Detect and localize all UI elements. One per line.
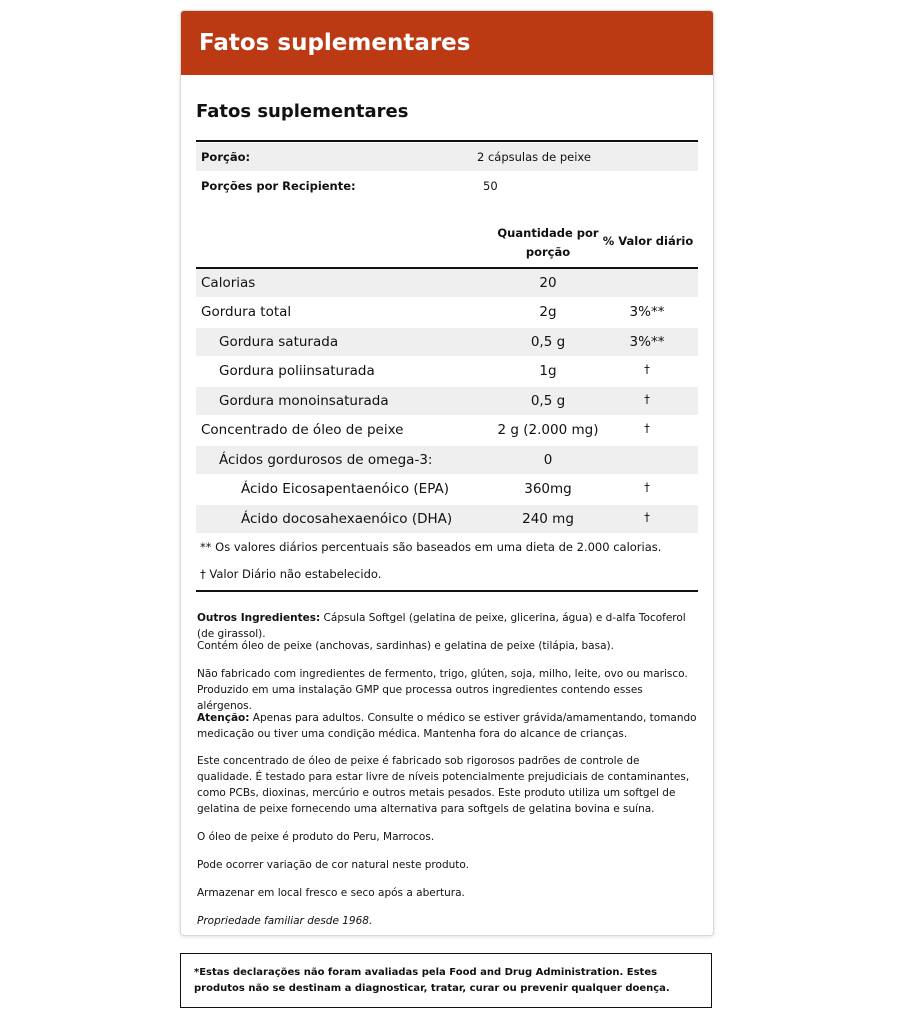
nutrient-dv: † — [644, 510, 650, 524]
nutrient-name: Gordura saturada — [219, 334, 339, 350]
footnote-dv: ** Os valores diários percentuais são baseados em uma dieta de 2.000 calorias. — [200, 540, 662, 554]
nutrient-dv: † — [644, 362, 650, 376]
serving-label: Porção: — [201, 150, 251, 164]
nutrient-dv: 3%** — [629, 304, 665, 320]
nutrient-dv: 3%** — [629, 334, 665, 350]
other-ingredients-label: Outros Ingredientes: — [197, 612, 321, 624]
nutrient-row — [196, 269, 698, 297]
banner-title: Fatos suplementares — [181, 11, 713, 75]
quality-text: Este concentrado de óleo de peixe é fabricado sob rigorosos padrões de controle de qualidade. É testado para estar livre de níveis potencialmente prejudiciais de contaminantes, como PCBs, dioxinas, mercúrio e outros metais pesados. Este produto utiliza um softgel de gelatina de peixe fornecendo uma alternativa para softgels de gelatina bovina e suína. — [197, 755, 690, 815]
contains-text: Contém óleo de peixe (anchovas, sardinhas) e gelatina de peixe (tilápia, basa). — [197, 640, 614, 652]
nutrient-name: Ácido docosahexaenóico (DHA) — [241, 511, 453, 527]
servings-per-row — [196, 172, 698, 200]
nutrient-amount: 20 — [539, 275, 557, 291]
nutrient-name: Gordura total — [201, 304, 292, 320]
color-variation-text: Pode ocorrer variação de cor natural neste produto. — [197, 859, 469, 871]
allergen-text: Não fabricado com ingredientes de fermento, trigo, glúten, soja, milho, leite, ovo ou marisco. Produzido em uma instalação GMP que processa outros ingredientes contendo esses alérgenos. — [197, 668, 688, 712]
nutrient-row — [196, 505, 698, 533]
footnote-dagger: † Valor Diário não estabelecido. — [200, 567, 382, 581]
warning-text: Apenas para adultos. Consulte o médico se estiver grávida/amamentando, tomando medicação ou tiver uma condição médica. Mantenha fora do alcance de crianças. — [197, 712, 697, 740]
nutrient-dv: † — [644, 392, 650, 406]
nutrient-amount: 2 g (2.000 mg) — [497, 422, 599, 438]
family-owned-text: Propriedade familiar desde 1968. — [197, 915, 373, 927]
top-rule — [196, 140, 698, 142]
nutrient-amount: 360mg — [524, 481, 572, 497]
nutrient-dv: † — [644, 480, 650, 494]
dv-header: % Valor diário — [602, 234, 694, 248]
serving-row — [196, 143, 698, 171]
other-ingredients-text: Cápsula Softgel (gelatina de peixe, glicerina, água) e d-alfa Tocoferol (de girassol). — [197, 612, 686, 640]
nutrient-amount: 0,5 g — [530, 393, 566, 409]
nutrient-amount: 0,5 g — [530, 334, 566, 350]
nutrient-row — [196, 328, 698, 356]
nutrient-name: Ácidos gordurosos de omega-3: — [219, 452, 433, 468]
amount-header-row — [196, 221, 698, 267]
nutrient-name: Concentrado de óleo de peixe — [201, 422, 404, 438]
storage-text: Armazenar em local fresco e seco após a abertura. — [197, 887, 465, 899]
nutrient-amount: 2g — [539, 304, 557, 320]
nutrient-amount: 0 — [543, 452, 553, 468]
nutrient-row — [196, 446, 698, 474]
facts-title: Fatos suplementares — [196, 101, 409, 122]
nutrient-row — [196, 357, 698, 386]
warning — [197, 710, 697, 742]
nutrient-name: Gordura monoinsaturada — [219, 393, 389, 409]
origin-text: O óleo de peixe é produto do Peru, Marrocos. — [197, 831, 435, 843]
nutrient-name: Gordura poliinsaturada — [219, 363, 375, 379]
nutrient-row — [196, 387, 698, 415]
amount-header-line1: Quantidade por — [497, 226, 599, 240]
nutrient-row — [196, 475, 698, 504]
nutrient-row — [196, 298, 698, 327]
nutrient-name: Calorias — [201, 275, 256, 291]
fda-disclaimer: *Estas declarações não foram avaliadas pela Food and Drug Administration. Estes produtos não se destinam a diagnosticar, tratar, curar ou prevenir qualquer doença. — [180, 953, 712, 1008]
warning-label: Atenção: — [197, 712, 250, 724]
servings-per-value: 50 — [483, 179, 498, 193]
supplement-facts-card — [180, 10, 714, 936]
servings-per-label: Porções por Recipiente: — [201, 179, 356, 193]
amount-header-line2: porção — [525, 245, 571, 259]
nutrient-row — [196, 416, 698, 445]
nutrient-amount: 1g — [539, 363, 557, 379]
nutrient-name: Ácido Eicosapentaenóico (EPA) — [241, 481, 449, 497]
bottom-rule — [196, 590, 698, 592]
nutrient-dv: † — [644, 421, 650, 435]
serving-value: 2 cápsulas de peixe — [477, 150, 591, 164]
nutrient-amount: 240 mg — [522, 511, 574, 527]
